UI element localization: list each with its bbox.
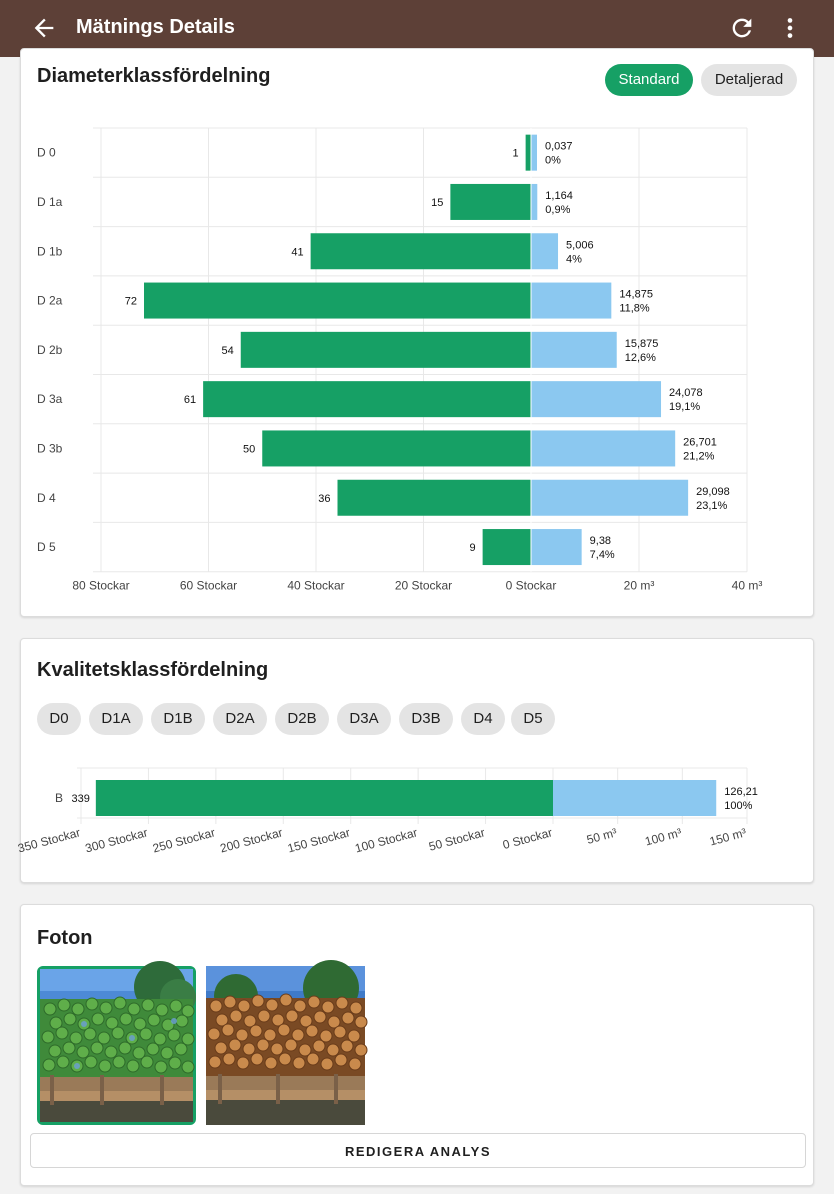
chip-d1b[interactable]: D1B bbox=[151, 703, 205, 735]
quality-card bbox=[16, 638, 814, 883]
chip-d5[interactable]: D5 bbox=[511, 703, 555, 735]
count-label: 61 bbox=[183, 394, 197, 407]
count-label: 15 bbox=[431, 196, 444, 209]
count-bar bbox=[241, 332, 531, 368]
volume-label: 126,21 bbox=[724, 786, 758, 798]
x-tick-label: 250 Stockar bbox=[151, 825, 217, 856]
volume-bar bbox=[531, 381, 661, 417]
volume-bar bbox=[531, 430, 675, 466]
volume-bar bbox=[531, 529, 582, 565]
count-label: 36 bbox=[318, 492, 331, 505]
arrow-left-icon[interactable] bbox=[30, 14, 58, 42]
chip-d2a[interactable]: D2A bbox=[213, 703, 267, 735]
volume-bar bbox=[553, 780, 716, 816]
volume-label: 29,098 bbox=[696, 485, 730, 498]
x-tick-label: 20 Stockar bbox=[394, 578, 453, 593]
refresh-icon[interactable] bbox=[728, 14, 756, 42]
count-bar bbox=[526, 135, 531, 171]
x-tick-label: 150 m³ bbox=[708, 825, 748, 849]
y-tick-label: D 2b bbox=[37, 342, 63, 357]
volume-bar bbox=[531, 184, 537, 220]
volume-label: 0,037 bbox=[545, 140, 573, 153]
volume-bar bbox=[531, 233, 558, 269]
volume-bar bbox=[531, 135, 537, 171]
count-bar bbox=[262, 430, 531, 466]
volume-percent-label: 4% bbox=[566, 253, 582, 266]
count-bar bbox=[96, 780, 553, 816]
count-label: 1 bbox=[512, 147, 519, 160]
chip-d3a[interactable]: D3A bbox=[337, 703, 391, 735]
y-tick-label: D 0 bbox=[37, 145, 56, 160]
y-tick-label: D 1a bbox=[37, 194, 63, 209]
volume-bar bbox=[531, 283, 611, 319]
y-tick-label: D 5 bbox=[37, 540, 56, 555]
volume-bar bbox=[531, 332, 617, 368]
quality-title: Kvalitetsklassfördelning bbox=[37, 659, 269, 681]
volume-percent-label: 7,4% bbox=[589, 549, 615, 562]
volume-percent-label: 19,1% bbox=[669, 401, 701, 414]
volume-percent-label: 21,2% bbox=[683, 450, 715, 463]
diameter-card bbox=[20, 48, 814, 617]
x-tick-label: 80 Stockar bbox=[72, 578, 130, 593]
volume-label: 14,875 bbox=[619, 288, 653, 301]
volume-label: 5,006 bbox=[566, 239, 594, 252]
x-tick-label: 100 m³ bbox=[643, 825, 684, 849]
volume-label: 15,875 bbox=[624, 337, 659, 350]
y-tick-label: D 1b bbox=[37, 244, 63, 259]
x-tick-label: 50 Stockar bbox=[427, 825, 487, 854]
toggle-detailed-button[interactable]: Detaljerad bbox=[701, 64, 797, 96]
log-pile-analyzed-image bbox=[40, 969, 193, 1122]
count-label: 339 bbox=[71, 793, 90, 805]
photo-thumbnail-analyzed[interactable] bbox=[37, 966, 196, 1125]
y-tick-label: B bbox=[55, 791, 64, 805]
count-bar bbox=[338, 480, 532, 516]
volume-label: 26,701 bbox=[683, 436, 717, 449]
diameter-chart bbox=[31, 119, 791, 599]
photos-title: Foton bbox=[37, 927, 93, 949]
volume-label: 24,078 bbox=[669, 387, 703, 400]
y-tick-label: D 3b bbox=[37, 441, 63, 456]
volume-percent-label: 11,8% bbox=[619, 302, 650, 315]
x-tick-label: 350 Stockar bbox=[16, 825, 82, 856]
count-bar bbox=[311, 233, 531, 269]
volume-bar bbox=[531, 480, 688, 516]
count-label: 41 bbox=[291, 246, 304, 259]
y-tick-label: D 2a bbox=[37, 293, 63, 308]
x-tick-label: 0 Stockar bbox=[501, 825, 554, 853]
x-tick-label: 60 Stockar bbox=[179, 578, 238, 593]
chip-d2b[interactable]: D2B bbox=[275, 703, 329, 735]
volume-percent-label: 23,1% bbox=[696, 499, 728, 512]
count-bar bbox=[483, 529, 531, 565]
page-title: Mätnings Details bbox=[76, 16, 235, 38]
diameter-title: Diameterklassfördelning bbox=[37, 65, 271, 87]
volume-percent-label: 0% bbox=[545, 154, 561, 167]
x-tick-label: 0 Stockar bbox=[505, 578, 557, 593]
x-tick-label: 40 Stockar bbox=[287, 578, 345, 593]
edit-analysis-button[interactable]: REDIGERA ANALYS bbox=[30, 1133, 806, 1168]
volume-percent-label: 100% bbox=[724, 800, 753, 812]
x-tick-label: 200 Stockar bbox=[218, 825, 285, 856]
count-bar bbox=[203, 381, 531, 417]
y-tick-label: D 3a bbox=[37, 392, 63, 407]
volume-percent-label: 12,6% bbox=[624, 351, 656, 364]
toggle-standard-button[interactable]: Standard bbox=[605, 64, 693, 96]
y-tick-label: D 4 bbox=[37, 490, 56, 505]
quality-chart bbox=[16, 761, 791, 881]
chip-d1a[interactable]: D1A bbox=[89, 703, 143, 735]
count-bar bbox=[450, 184, 531, 220]
count-label: 72 bbox=[124, 295, 137, 308]
volume-percent-label: 0,9% bbox=[545, 203, 571, 216]
x-tick-label: 40 m³ bbox=[731, 578, 763, 593]
chip-d0[interactable]: D0 bbox=[37, 703, 81, 735]
x-tick-label: 300 Stockar bbox=[83, 825, 150, 856]
photos-card bbox=[20, 904, 814, 1186]
x-tick-label: 150 Stockar bbox=[286, 825, 352, 856]
log-pile-image bbox=[206, 966, 365, 1125]
chip-d4[interactable]: D4 bbox=[461, 703, 505, 735]
more-vert-icon[interactable] bbox=[776, 14, 804, 42]
count-label: 54 bbox=[221, 344, 234, 357]
volume-label: 9,38 bbox=[589, 535, 612, 548]
x-tick-label: 50 m³ bbox=[585, 825, 619, 847]
photo-thumbnail-original[interactable] bbox=[206, 966, 365, 1125]
volume-label: 1,164 bbox=[545, 189, 573, 202]
chip-d3b[interactable]: D3B bbox=[399, 703, 453, 735]
x-tick-label: 100 Stockar bbox=[353, 825, 419, 856]
count-label: 50 bbox=[243, 443, 256, 456]
x-tick-label: 20 m³ bbox=[623, 578, 655, 593]
count-bar bbox=[144, 283, 531, 319]
count-label: 9 bbox=[469, 542, 476, 555]
